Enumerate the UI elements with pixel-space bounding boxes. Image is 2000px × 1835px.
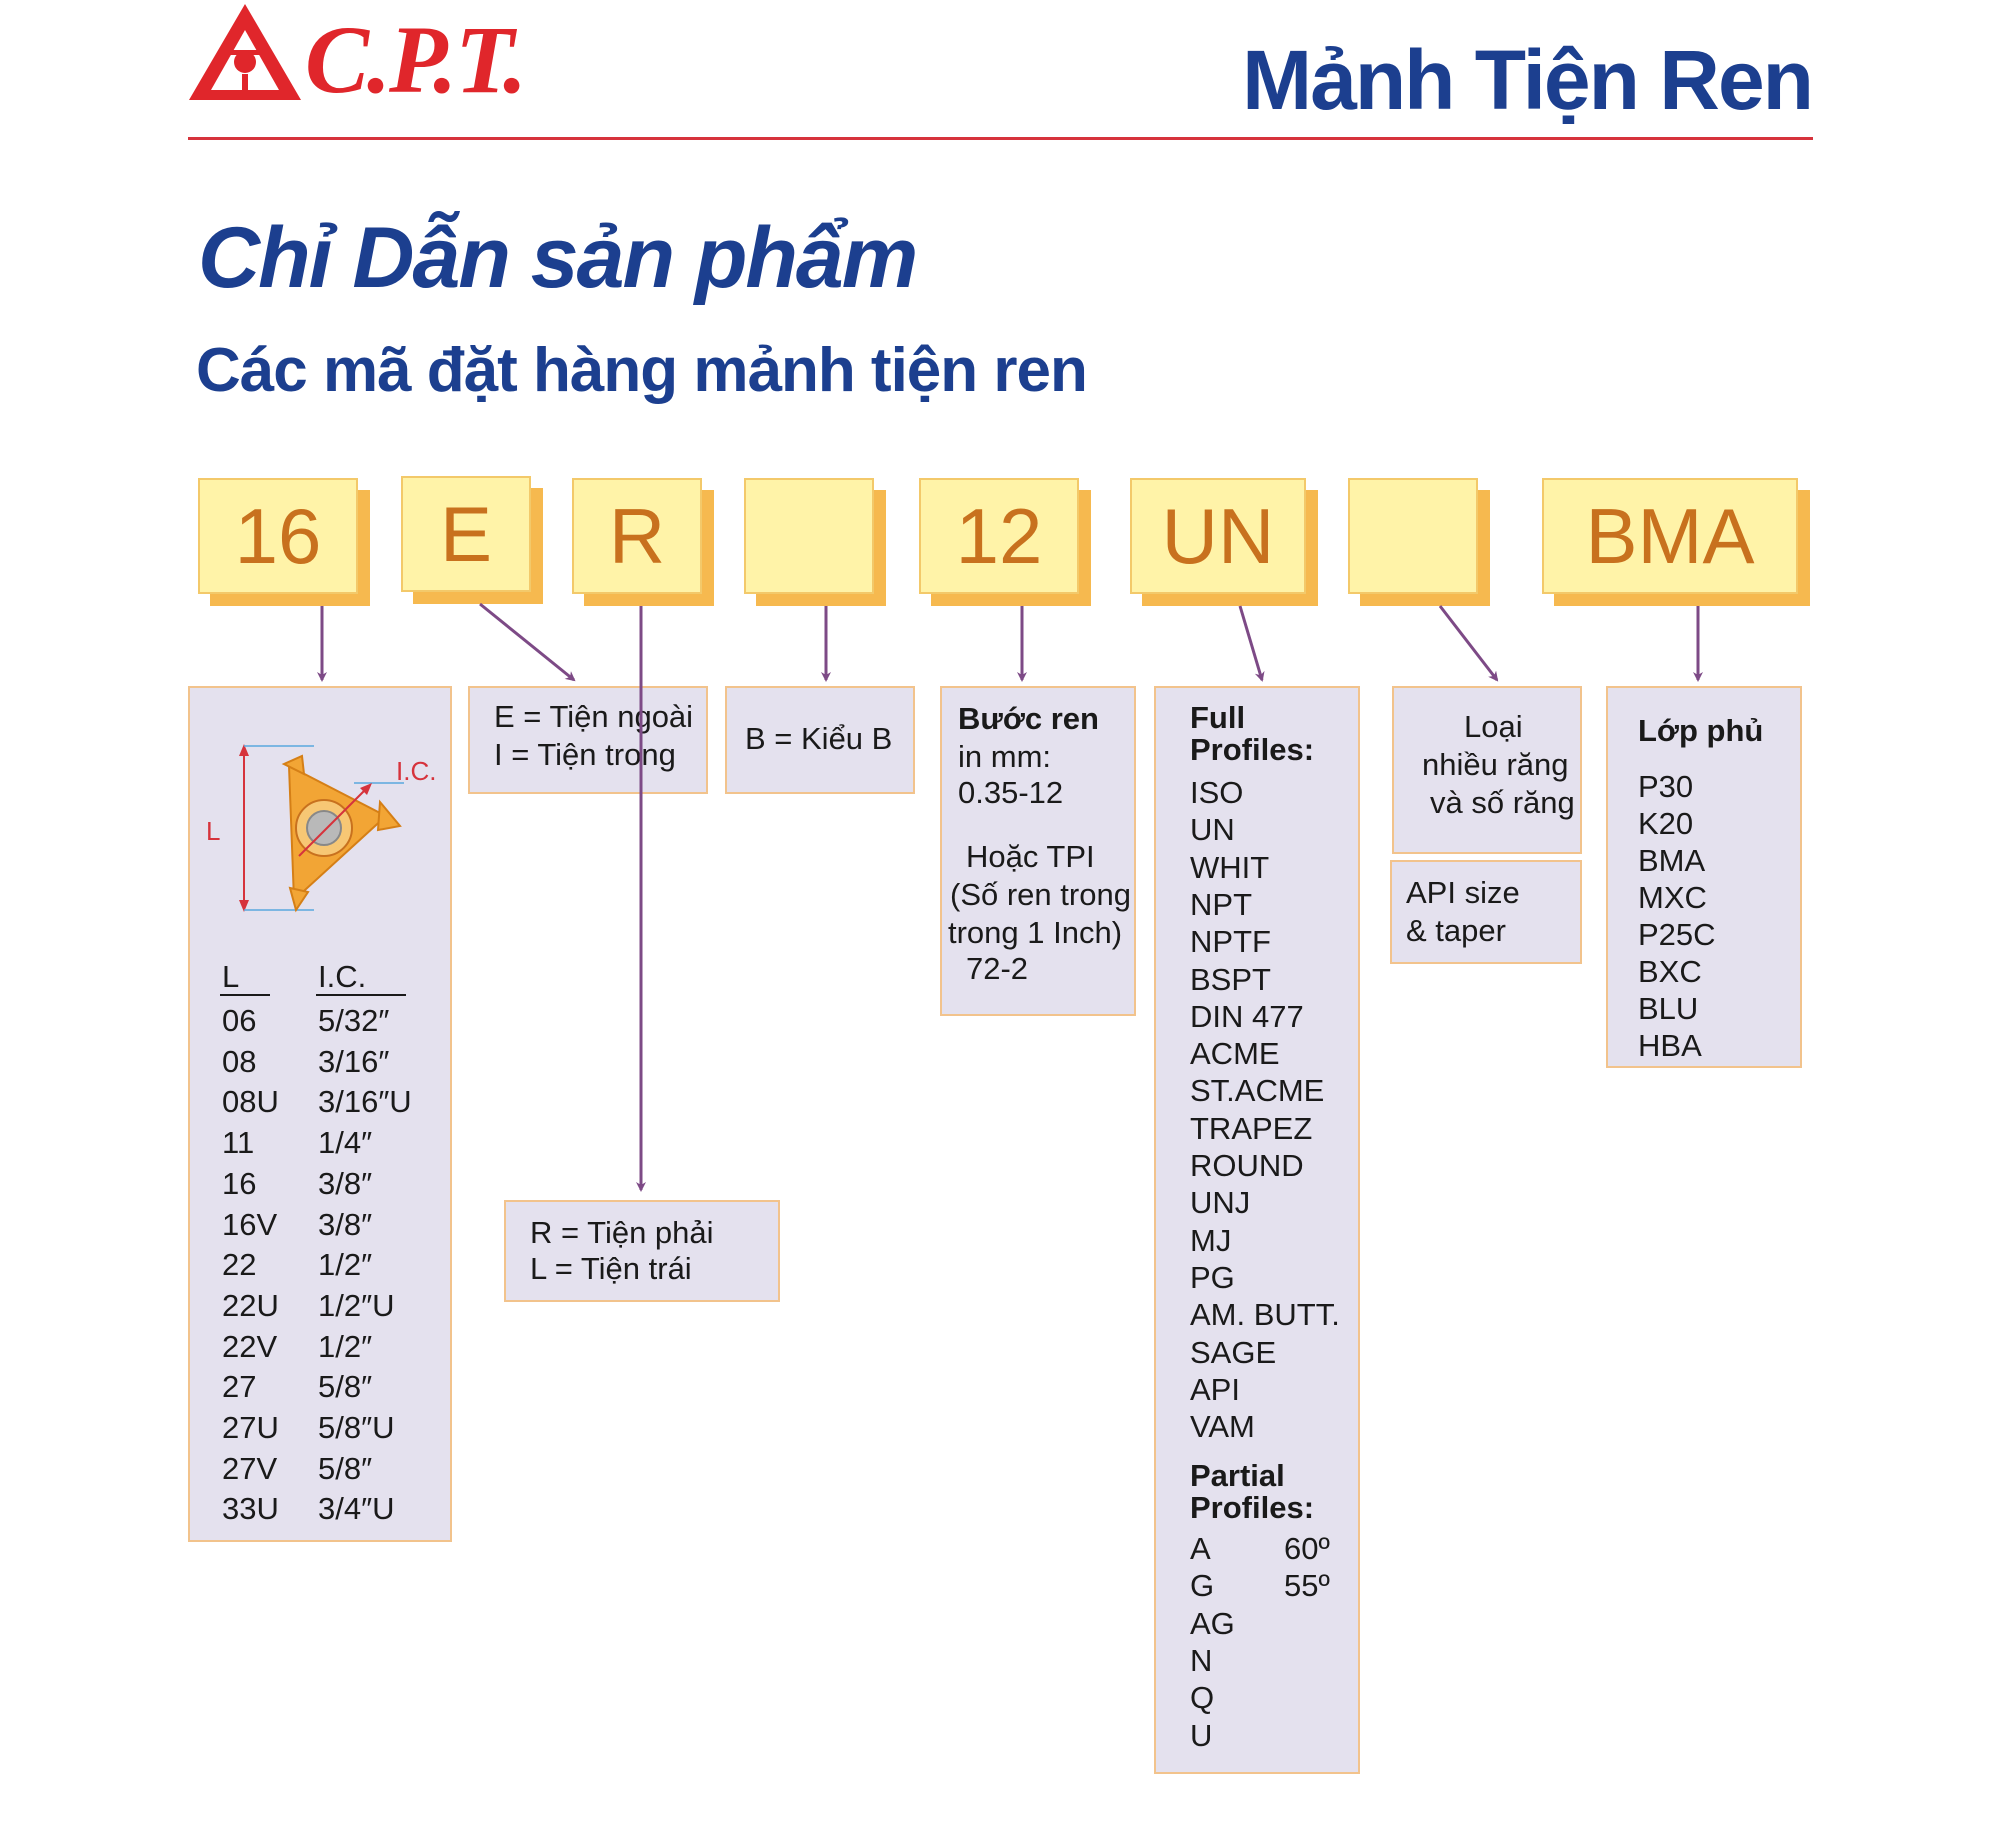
pitch-line-3: Hoặc TPI (966, 839, 1095, 874)
size-cell-ic: 1/2″ (318, 1247, 373, 1283)
page-subtitle: Các mã đặt hàng mảnh tiện ren (196, 336, 1087, 405)
code-pitch: 12 (919, 478, 1079, 594)
coating-item: K20 (1638, 806, 1694, 841)
size-cell-l: 08 (222, 1043, 257, 1079)
full-profile-item: DIN 477 (1190, 998, 1304, 1034)
coating-item: P25C (1638, 917, 1716, 952)
ei-line-2: I = Tiện trong (494, 737, 676, 772)
full-profile-item: PG (1190, 1259, 1235, 1295)
api-line-2: & taper (1406, 913, 1506, 948)
coating-item: BMA (1638, 843, 1706, 878)
size-cell-ic: 5/32″ (318, 1003, 390, 1038)
size-cell-l: 33U (222, 1491, 279, 1527)
pitch-line-4: (Số ren trong (950, 877, 1131, 912)
code-coating: BMA (1542, 478, 1798, 594)
full-profile-item: VAM (1190, 1409, 1255, 1445)
full-profile-item: UN (1190, 812, 1235, 848)
diagram-label-l: L (206, 816, 221, 846)
size-cell-ic: 5/8″ (318, 1369, 373, 1405)
size-cell-l: 22U (222, 1287, 279, 1323)
code-size: 16 (198, 478, 358, 594)
full-profile-item: ISO (1190, 775, 1244, 810)
pitch-line-2: 0.35-12 (958, 775, 1064, 810)
full-profile-item: ROUND (1190, 1148, 1304, 1183)
size-cell-l: 22 (222, 1247, 257, 1283)
partial-profile-code: AG (1190, 1605, 1235, 1641)
size-cell-ic: 5/8″U (318, 1410, 395, 1445)
size-cell-ic: 3/8″ (318, 1206, 373, 1242)
pitch-line-1: in mm: (958, 739, 1051, 774)
size-cell-ic: 5/8″ (318, 1450, 373, 1486)
partial-profile-angle: 55º (1284, 1568, 1330, 1604)
size-cell-l: 08U (222, 1084, 279, 1120)
pitch-line-6: 72-2 (966, 951, 1029, 986)
partial-profile-code: Q (1190, 1680, 1215, 1716)
coating-title: Lớp phủ (1638, 713, 1764, 748)
header-title: Mảnh Tiện Ren (1242, 33, 1812, 127)
rl-line-1: R = Tiện phải (530, 1215, 714, 1250)
size-cell-l: 27 (222, 1369, 257, 1405)
size-cell-l: 22V (222, 1328, 278, 1364)
partial-profile-angle: 60º (1284, 1531, 1330, 1566)
diagram-label-ic: I.C. (396, 756, 437, 786)
size-cell-ic: 3/16″U (318, 1084, 412, 1120)
multi-line-2: nhiều răng (1422, 747, 1569, 782)
size-header-l: L (222, 959, 240, 994)
style-b-text: B = Kiểu B (745, 721, 893, 756)
size-cell-ic: 1/2″ (318, 1328, 373, 1364)
multi-line-3: và số răng (1430, 785, 1575, 820)
coating-item: MXC (1638, 880, 1707, 915)
full-profiles-title-1: Full (1190, 700, 1246, 735)
partial-profile-code: A (1190, 1531, 1211, 1566)
logo-text: C.P.T. (305, 6, 526, 113)
full-profile-item: UNJ (1190, 1185, 1251, 1221)
partial-profile-code: G (1190, 1568, 1215, 1604)
ei-line-1: E = Tiện ngoài (494, 699, 694, 734)
pitch-title: Bước ren (958, 701, 1099, 736)
full-profile-item: ACME (1190, 1036, 1280, 1072)
pitch-line-5: trong 1 Inch) (948, 915, 1123, 950)
code-direction: R (572, 478, 702, 594)
coating-item: BXC (1638, 954, 1702, 989)
size-cell-ic: 1/2″U (318, 1287, 395, 1323)
size-cell-ic: 1/4″ (318, 1125, 373, 1161)
code-profile: UN (1130, 478, 1306, 594)
full-profile-item: API (1190, 1371, 1240, 1407)
partial-profile-code: N (1190, 1642, 1213, 1678)
coating-item: HBA (1638, 1028, 1702, 1063)
multi-line-1: Loại (1464, 709, 1523, 744)
full-profiles-title-2: Profiles: (1190, 732, 1315, 767)
full-profile-item: BSPT (1190, 961, 1271, 997)
full-profile-item: NPT (1190, 886, 1252, 922)
full-profile-item: ST.ACME (1190, 1073, 1325, 1109)
partial-profiles-title-2: Profiles: (1190, 1490, 1315, 1525)
coating-item: BLU (1638, 991, 1699, 1026)
size-header-ic: I.C. (318, 959, 367, 994)
size-cell-ic: 3/8″ (318, 1165, 373, 1201)
partial-profiles-title-1: Partial (1190, 1458, 1285, 1493)
full-profile-item: SAGE (1190, 1334, 1277, 1370)
partial-profile-code: U (1190, 1717, 1213, 1753)
coating-item: P30 (1638, 769, 1694, 804)
size-cell-ic: 3/16″ (318, 1043, 390, 1079)
size-cell-l: 16 (222, 1165, 257, 1201)
size-cell-l: 11 (222, 1125, 255, 1161)
api-line-1: API size (1406, 875, 1520, 910)
size-cell-l: 06 (222, 1003, 257, 1038)
size-cell-l: 16V (222, 1206, 278, 1242)
size-cell-l: 27V (222, 1450, 278, 1486)
full-profile-item: AM. BUTT. (1190, 1297, 1340, 1333)
rl-line-2: L = Tiện trái (530, 1251, 692, 1286)
full-profile-item: NPTF (1190, 924, 1271, 960)
page-title: Chỉ Dẫn sản phẩm (198, 210, 917, 306)
full-profile-item: WHIT (1190, 849, 1270, 885)
full-profile-item: MJ (1190, 1222, 1232, 1258)
code-type: E (401, 476, 531, 592)
full-profile-item: TRAPEZ (1190, 1110, 1313, 1146)
size-cell-ic: 3/4″U (318, 1491, 395, 1527)
size-cell-l: 27U (222, 1410, 279, 1445)
